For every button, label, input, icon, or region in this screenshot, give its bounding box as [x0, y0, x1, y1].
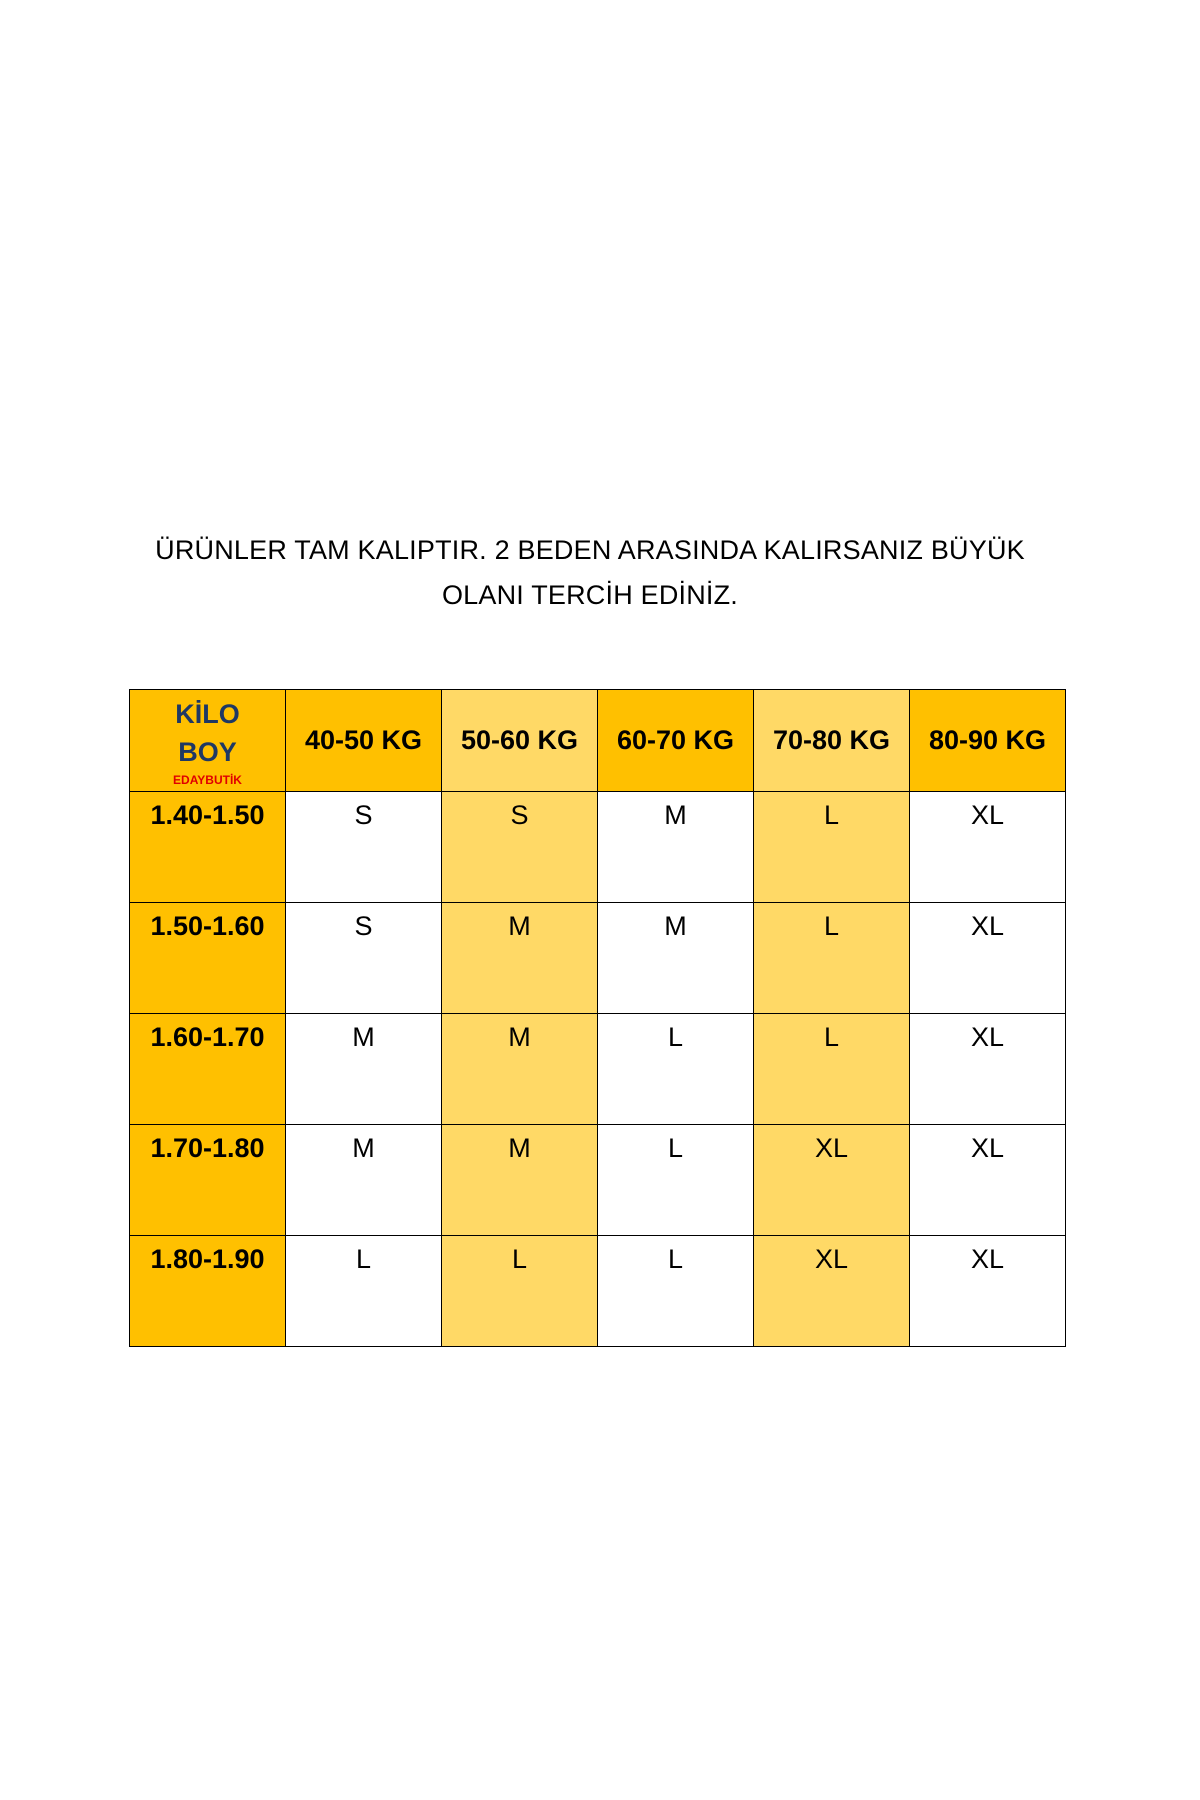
size-chart-table: [129, 689, 1066, 1347]
size-cell: XL: [754, 1236, 910, 1347]
size-cell: L: [598, 1014, 754, 1125]
size-cell: XL: [910, 1125, 1066, 1236]
height-axis-label: BOY: [178, 736, 237, 767]
row-header: 1.80-1.90: [130, 1236, 286, 1347]
table-row: [130, 1014, 1066, 1125]
table-row: [130, 903, 1066, 1014]
weight-axis-label: KİLO: [175, 698, 240, 729]
column-header: 80-90 KG: [910, 690, 1066, 792]
size-cell: M: [598, 792, 754, 903]
table-row: [130, 792, 1066, 903]
size-cell: L: [442, 1236, 598, 1347]
size-cell: L: [754, 792, 910, 903]
column-header: 70-80 KG: [754, 690, 910, 792]
size-cell: L: [598, 1125, 754, 1236]
size-cell: XL: [910, 903, 1066, 1014]
row-header: 1.50-1.60: [130, 903, 286, 1014]
size-advice-note: [140, 528, 1040, 618]
size-cell: S: [286, 903, 442, 1014]
size-advice-line-2: OLANI TERCİH EDİNİZ.: [441, 580, 739, 610]
size-cell: M: [442, 1125, 598, 1236]
table-row: [130, 1236, 1066, 1347]
row-header: 1.40-1.50: [130, 792, 286, 903]
header-row: [130, 690, 1066, 792]
size-cell: M: [286, 1125, 442, 1236]
size-cell: M: [286, 1014, 442, 1125]
row-header: 1.70-1.80: [130, 1125, 286, 1236]
size-cell: L: [754, 1014, 910, 1125]
size-cell: M: [442, 1014, 598, 1125]
size-cell: XL: [754, 1125, 910, 1236]
brand-label: EDAYBUTİK: [173, 772, 242, 787]
column-header: 50-60 KG: [442, 690, 598, 792]
size-cell: S: [442, 792, 598, 903]
column-header: 60-70 KG: [598, 690, 754, 792]
size-cell: L: [754, 903, 910, 1014]
size-cell: M: [442, 903, 598, 1014]
size-cell: XL: [910, 1236, 1066, 1347]
column-header: 40-50 KG: [286, 690, 442, 792]
size-advice-line-1: ÜRÜNLER TAM KALIPTIR. 2 BEDEN ARASINDA KALIRSANIZ BÜYÜK: [155, 535, 1025, 565]
size-cell: L: [598, 1236, 754, 1347]
size-cell: L: [286, 1236, 442, 1347]
size-cell: XL: [910, 1014, 1066, 1125]
table-row: [130, 1125, 1066, 1236]
size-cell: S: [286, 792, 442, 903]
corner-cell: [130, 690, 286, 792]
size-cell: XL: [910, 792, 1066, 903]
size-cell: M: [598, 903, 754, 1014]
row-header: 1.60-1.70: [130, 1014, 286, 1125]
